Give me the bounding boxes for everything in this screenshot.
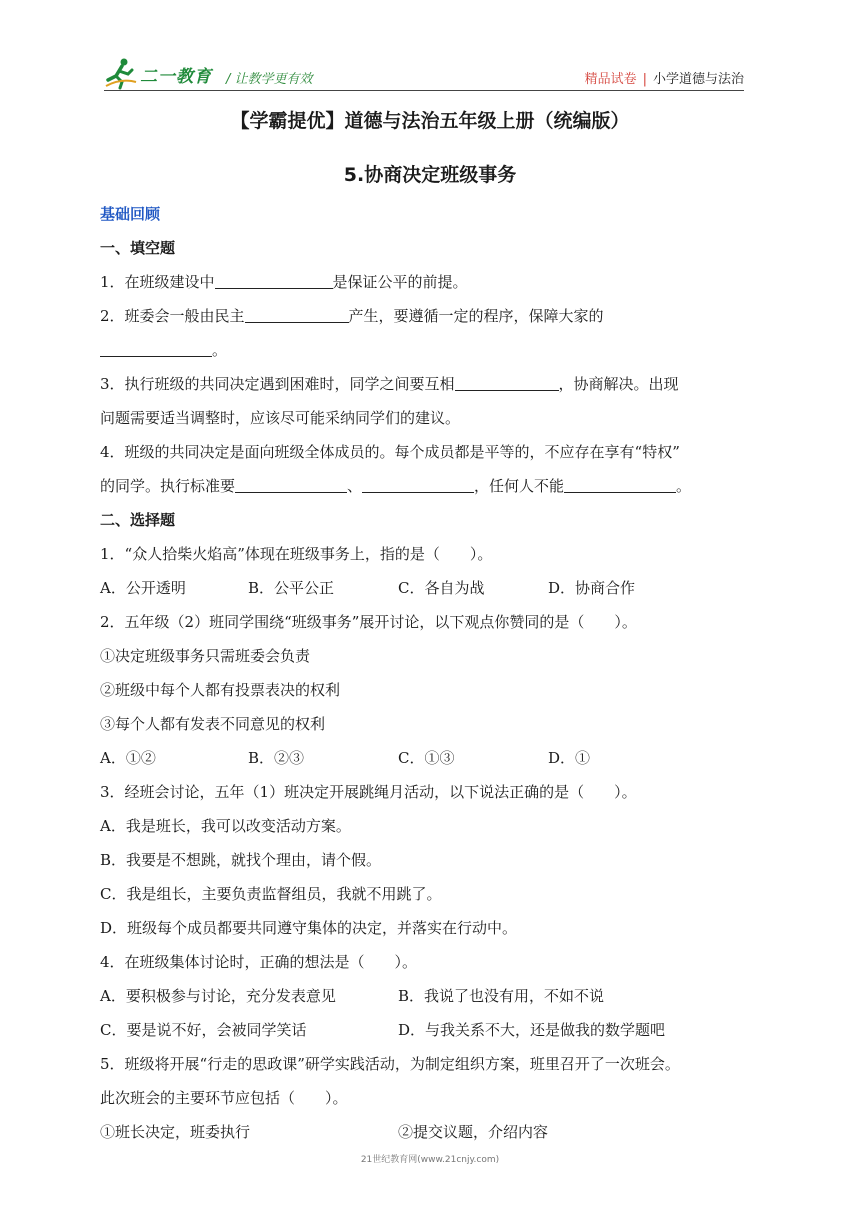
answer-blank[interactable] [235, 476, 347, 493]
fill-question-2-cont [100, 340, 227, 360]
q1-text-b: 是保证公平的前提。 [332, 273, 468, 291]
choice-question-5: 5．班级将开展“行走的思政课”研学实践活动，为制定组织方案，班里召开了一次班会。 [100, 1055, 680, 1073]
choice-q3-option-d[interactable]: D．班级每个成员都要共同遵守集体的决定，并落实在行动中。 [100, 919, 518, 937]
choice-q4-option-d[interactable]: D．与我关系不大，还是做我的数学题吧 [398, 1021, 666, 1039]
q4-text-b: 的同学。执行标准要 [100, 477, 236, 495]
choice-q2-statement-3: ③每个人都有发表不同意见的权利 [100, 715, 326, 733]
fill-question-4-cont [100, 476, 691, 496]
header-slogan: / 让教学更有效 [226, 72, 313, 87]
answer-blank[interactable] [455, 374, 559, 391]
choice-q4-option-b[interactable]: B．我说了也没有用，不如不说 [398, 987, 605, 1005]
answer-blank[interactable] [100, 340, 212, 357]
fill-question-4: 4．班级的共同决定是面向班级全体成员的。每个成员都是平等的，不应存在享有“特权” [100, 443, 680, 461]
choice-q2-option-c[interactable]: C．①③ [398, 749, 455, 767]
choice-q4-option-a[interactable]: A．要积极参与讨论，充分发表意见 [100, 987, 336, 1005]
fill-question-3 [100, 374, 679, 394]
fill-question-2 [100, 306, 604, 326]
section-basic: 基础回顾 [100, 205, 161, 223]
fill-question-1 [100, 272, 468, 292]
choice-q4-option-c[interactable]: C．要是说不好，会被同学笑话 [100, 1021, 307, 1039]
page-subtitle: 5.协商决定班级事务 [343, 164, 517, 186]
choice-question-5-cont: 此次班会的主要环节应包括（ ）。 [100, 1089, 348, 1107]
choice-q1-option-a[interactable]: A．公开透明 [100, 579, 186, 597]
header-tag: 精品试卷 [584, 72, 637, 87]
header-divider [104, 90, 744, 91]
page-title: 【学霸提优】道德与法治五年级上册（统编版） [230, 110, 630, 132]
fill-question-3-cont: 问题需要适当调整时，应该尽可能采纳同学们的建议。 [100, 409, 461, 427]
choice-q2-option-b[interactable]: B．②③ [248, 749, 305, 767]
q1-text-a: 1．在班级建设中 [100, 273, 215, 291]
choice-q2-option-a[interactable]: A．①② [100, 749, 156, 767]
q3-text-b: ，协商解决。出现 [558, 375, 679, 393]
q3-text-a: 3．执行班级的共同决定遇到困难时，同学之间要互相 [100, 375, 455, 393]
choice-question-3: 3．经班会讨论，五年（1）班决定开展跳绳月活动，以下说法正确的是（ ）。 [100, 783, 637, 801]
choice-q2-statement-1: ①决定班级事务只需班委会负责 [100, 647, 311, 665]
page-header [104, 56, 744, 90]
choice-question-2: 2．五年级（2）班同学围绕“班级事务”展开讨论，以下观点你赞同的是（ ）。 [100, 613, 637, 631]
q2-text-b: 产生，要遵循一定的程序，保障大家的 [348, 307, 604, 325]
choice-question-1: 1．“众人拾柴火焰高”体现在班级事务上，指的是（ ）。 [100, 545, 493, 563]
choice-heading: 二、选择题 [100, 511, 176, 529]
q2-text-c: 。 [212, 341, 228, 359]
choice-q1-option-c[interactable]: C．各自为战 [398, 579, 485, 597]
choice-q3-option-c[interactable]: C．我是组长，主要负责监督组员，我就不用跳了。 [100, 885, 442, 903]
header-right [585, 68, 744, 87]
choice-q1-option-d[interactable]: D．协商合作 [548, 579, 636, 597]
header-subject: 小学道德与法治 [652, 72, 744, 87]
choice-q3-option-a[interactable]: A．我是班长，我可以改变活动方案。 [100, 817, 351, 835]
choice-q2-statement-2: ②班级中每个人都有投票表决的权利 [100, 681, 341, 699]
choice-q5-statement-2: ②提交议题，介绍内容 [398, 1123, 549, 1141]
runner-icon [104, 56, 138, 90]
choice-question-4: 4．在班级集体讨论时，正确的想法是（ ）。 [100, 953, 418, 971]
answer-blank[interactable] [245, 306, 349, 323]
answer-blank[interactable] [564, 476, 676, 493]
logo-text: 二一教育 [140, 67, 212, 87]
header-separator: | [642, 72, 647, 87]
q4-text-d: ，任何人不能 [474, 477, 565, 495]
answer-blank[interactable] [362, 476, 474, 493]
choice-q2-option-d[interactable]: D．① [548, 749, 591, 767]
logo [104, 56, 224, 90]
q4-text-c: 、 [347, 477, 363, 495]
page-footer: 21世纪教育网(www.21cnjy.com) [360, 1155, 500, 1165]
answer-blank[interactable] [215, 272, 333, 289]
choice-q3-option-b[interactable]: B．我要是不想跳，就找个理由，请个假。 [100, 851, 382, 869]
choice-q1-option-b[interactable]: B．公平公正 [248, 579, 335, 597]
q2-text-a: 2．班委会一般由民主 [100, 307, 245, 325]
fill-heading: 一、填空题 [100, 239, 176, 257]
choice-q5-statement-1: ①班长决定，班委执行 [100, 1123, 251, 1141]
q4-text-e: 。 [676, 477, 692, 495]
